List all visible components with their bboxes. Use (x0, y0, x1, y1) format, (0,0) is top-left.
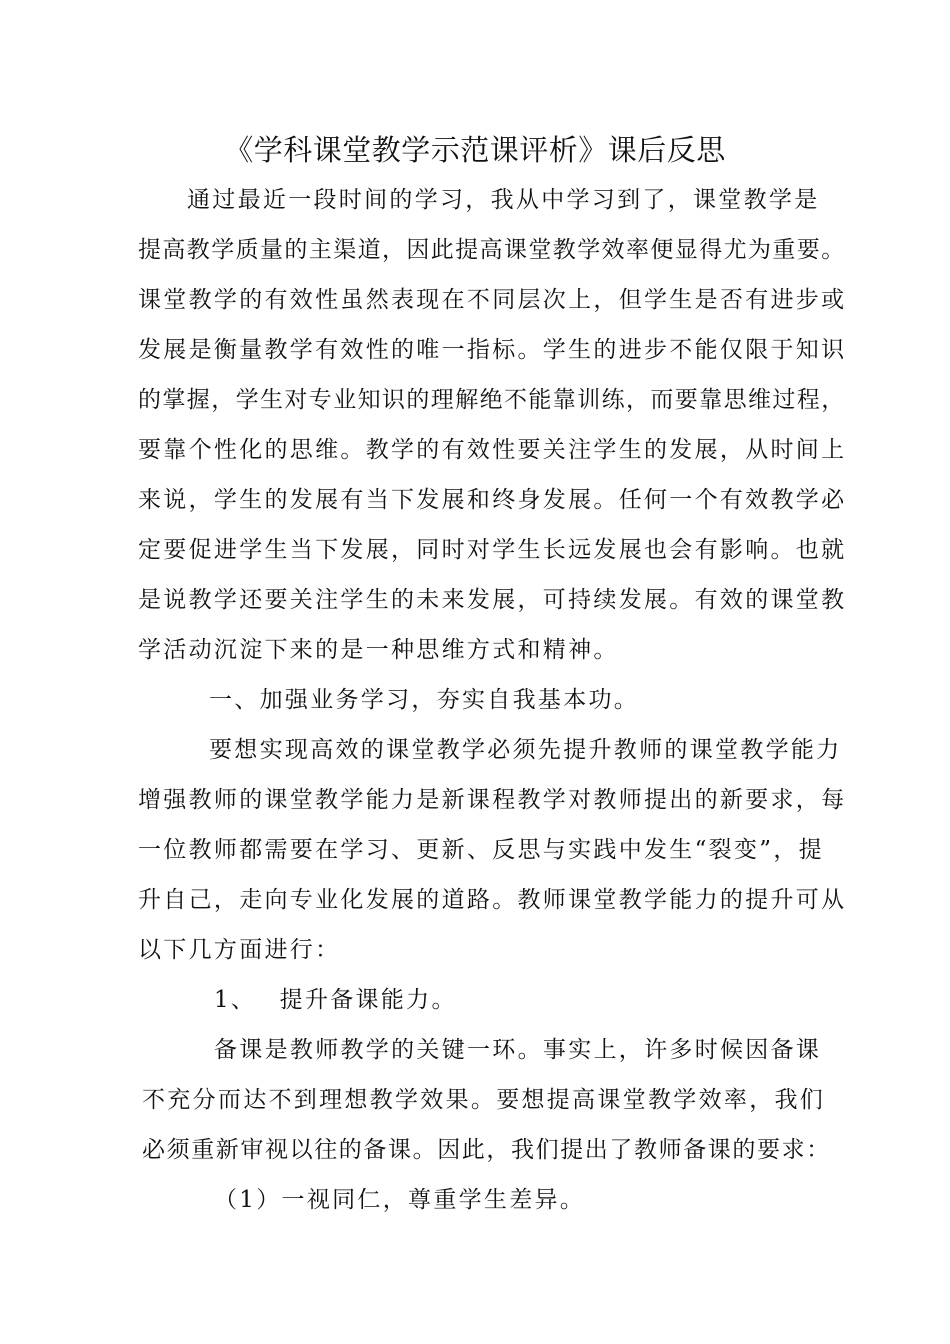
numbered-heading: 1、 提升备课能力。 (214, 987, 457, 1013)
paragraph-line: 来说，学生的发展有当下发展和终身发展。任何一个有效教学必 (138, 487, 847, 513)
paragraph-line: 一位教师都需要在学习、更新、反思与实践中发生“裂变”，提 (138, 837, 824, 863)
paragraph-line: 发展是衡量教学有效性的唯一指标。学生的进步不能仅限于知识 (138, 337, 847, 363)
paragraph-line: 必须重新审视以往的备课。因此，我们提出了教师备课的要求： (142, 1137, 831, 1163)
paragraph-line: 是说教学还要关注学生的未来发展，可持续发展。有效的课堂教 (138, 587, 847, 613)
paragraph-line: 学活动沉淀下来的是一种思维方式和精神。 (138, 637, 619, 663)
paragraph-line: 备课是教师教学的关键一环。事实上，许多时候因备课 (214, 1037, 822, 1063)
paragraph-line: 通过最近一段时间的学习，我从中学习到了，课堂教学是 (187, 187, 820, 213)
paragraph-line: 要想实现高效的课堂教学必须先提升教师的课堂教学能力 (209, 737, 842, 763)
paragraph-line: 课堂教学的有效性虽然表现在不同层次上，但学生是否有进步或 (138, 287, 847, 313)
paragraph-line: 升自己，走向专业化发展的道路。教师课堂教学能力的提升可从 (138, 887, 847, 913)
section-heading: 一、加强业务学习，夯实自我基本功。 (209, 687, 640, 713)
paragraph-line: 要靠个性化的思维。教学的有效性要关注学生的发展，从时间上 (138, 437, 847, 463)
paragraph-line: 的掌握，学生对专业知识的理解绝不能靠训练，而要靠思维过程， (138, 387, 846, 413)
document-title: 《学科课堂教学示范课评析》课后反思 (224, 133, 726, 167)
paragraph-line: 增强教师的课堂教学能力是新课程教学对教师提出的新要求，每 (138, 787, 847, 813)
paragraph-line: 以下几方面进行： (138, 937, 341, 963)
paragraph-line: 定要促进学生当下发展，同时对学生长远发展也会有影响。也就 (138, 537, 847, 563)
paragraph-line: 提高教学质量的主渠道，因此提高课堂教学效率便显得尤为重要。 (138, 237, 846, 263)
list-item: （1）一视同仁，尊重学生差异。 (214, 1187, 586, 1213)
paragraph-line: 不充分而达不到理想教学效果。要想提高课堂教学效率，我们 (142, 1087, 826, 1113)
